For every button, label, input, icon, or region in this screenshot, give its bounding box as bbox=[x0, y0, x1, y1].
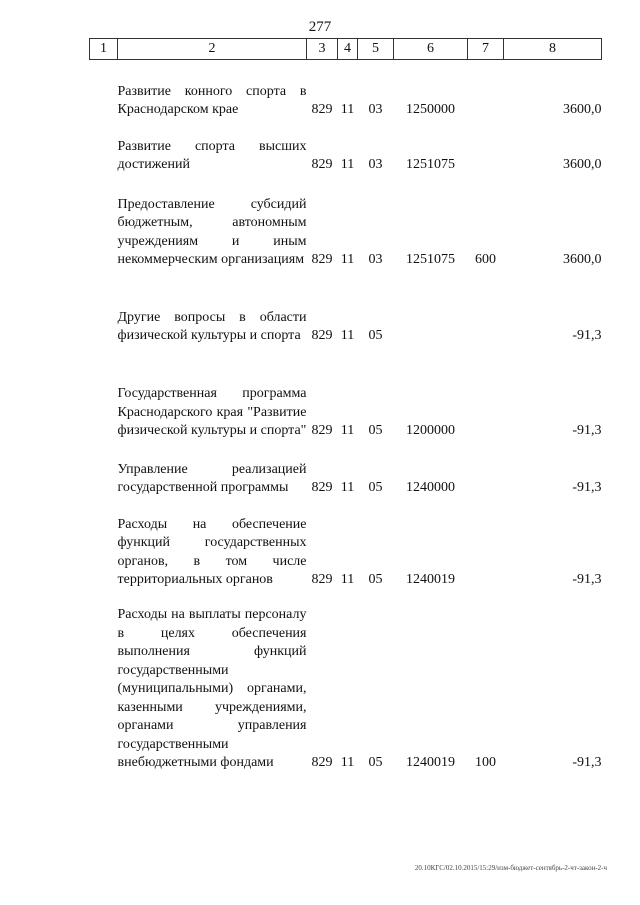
cell-subsection: 05 bbox=[368, 480, 383, 495]
cell-section: 11 bbox=[340, 755, 355, 770]
cell-subsection: 03 bbox=[368, 102, 383, 117]
table-row bbox=[90, 270, 602, 346]
row-description: Управление реализацией государственной программы bbox=[117, 461, 307, 495]
cell-section: 11 bbox=[340, 480, 355, 495]
cell-section: 11 bbox=[340, 328, 355, 343]
cell-amount: -91,3 bbox=[572, 572, 602, 587]
cell-ministry-code: 829 bbox=[311, 252, 333, 267]
cell-target-code: 1200000 bbox=[406, 423, 455, 438]
cell-subsection: 05 bbox=[368, 328, 383, 343]
cell-expense-type bbox=[468, 60, 504, 120]
cell-subsection: 03 bbox=[368, 157, 383, 172]
cell-amount: -91,3 bbox=[572, 423, 602, 438]
column-header: 5 bbox=[358, 39, 394, 60]
cell-section: 11 bbox=[340, 252, 355, 267]
cell-target-code bbox=[394, 270, 468, 346]
page-number: 277 bbox=[308, 19, 332, 35]
table-row bbox=[90, 590, 602, 773]
column-header-row bbox=[90, 39, 602, 60]
column-header: 8 bbox=[504, 39, 602, 60]
cell-target-code: 1240019 bbox=[406, 755, 455, 770]
cell-ministry-code: 829 bbox=[311, 102, 333, 117]
cell-section: 11 bbox=[340, 572, 355, 587]
cell-section: 11 bbox=[340, 423, 355, 438]
table-row bbox=[90, 120, 602, 175]
cell-subsection: 05 bbox=[368, 755, 383, 770]
cell-section: 11 bbox=[340, 102, 355, 117]
column-header: 4 bbox=[338, 39, 358, 60]
column-header: 2 bbox=[118, 39, 307, 60]
column-header: 3 bbox=[307, 39, 338, 60]
cell-expense-type bbox=[468, 498, 504, 590]
cell-amount: -91,3 bbox=[572, 755, 602, 770]
cell-section: 11 bbox=[340, 157, 355, 172]
cell-target-code: 1251075 bbox=[406, 252, 455, 267]
table-row bbox=[90, 441, 602, 498]
table-row bbox=[90, 498, 602, 590]
cell-ministry-code: 829 bbox=[311, 423, 333, 438]
table-row bbox=[90, 175, 602, 270]
cell-expense-type: 600 bbox=[475, 252, 496, 267]
cell-subsection: 03 bbox=[368, 252, 383, 267]
table-row bbox=[90, 60, 602, 120]
cell-ministry-code: 829 bbox=[311, 328, 333, 343]
cell-subsection: 05 bbox=[368, 423, 383, 438]
cell-amount: 3600,0 bbox=[563, 157, 602, 172]
budget-table bbox=[89, 38, 602, 773]
cell-amount: 3600,0 bbox=[563, 102, 602, 117]
cell-target-code: 1250000 bbox=[406, 102, 455, 117]
cell-ministry-code: 829 bbox=[311, 157, 333, 172]
cell-expense-type bbox=[468, 346, 504, 441]
cell-expense-type bbox=[468, 120, 504, 175]
row-description: Расходы на выплаты персоналу в целях обеспечения выполнения функций государственными (муниципальными) органами, казенными учреждениями, органами управления государственными внебюджетными фондами bbox=[117, 607, 307, 770]
cell-target-code: 1240000 bbox=[406, 480, 455, 495]
cell-amount: -91,3 bbox=[572, 328, 602, 343]
cell-ministry-code: 829 bbox=[311, 755, 333, 770]
cell-expense-type bbox=[468, 270, 504, 346]
cell-ministry-code: 829 bbox=[311, 480, 333, 495]
row-description: Предоставление субсидий бюджетным, автономным учреждениям и иным некоммерческим организациям bbox=[117, 196, 307, 267]
column-header: 1 bbox=[90, 39, 118, 60]
cell-amount: 3600,0 bbox=[563, 252, 602, 267]
cell-target-code: 1240019 bbox=[406, 572, 455, 587]
cell-subsection: 05 bbox=[368, 572, 383, 587]
footer-file-reference: 20.10КГС/02.10.2015/15:29/изм-бюджет-сентябрь-2-чт-закон-2-ч bbox=[414, 864, 607, 872]
row-description: Развитие конного спорта в Краснодарском крае bbox=[117, 83, 307, 117]
cell-target-code: 1251075 bbox=[406, 157, 455, 172]
row-description: Развитие спорта высших достижений bbox=[117, 138, 307, 172]
cell-expense-type: 100 bbox=[475, 755, 496, 770]
cell-amount: -91,3 bbox=[572, 480, 602, 495]
table-row bbox=[90, 346, 602, 441]
row-description: Расходы на обеспечение функций государственных органов, в том числе территориальных органов bbox=[117, 516, 307, 587]
row-description: Другие вопросы в области физической культуры и спорта bbox=[117, 309, 307, 343]
row-description: Государственная программа Краснодарского края "Развитие физической культуры и спорта" bbox=[117, 386, 307, 438]
column-header: 6 bbox=[394, 39, 468, 60]
cell-expense-type bbox=[468, 441, 504, 498]
column-header: 7 bbox=[468, 39, 504, 60]
cell-ministry-code: 829 bbox=[311, 572, 333, 587]
